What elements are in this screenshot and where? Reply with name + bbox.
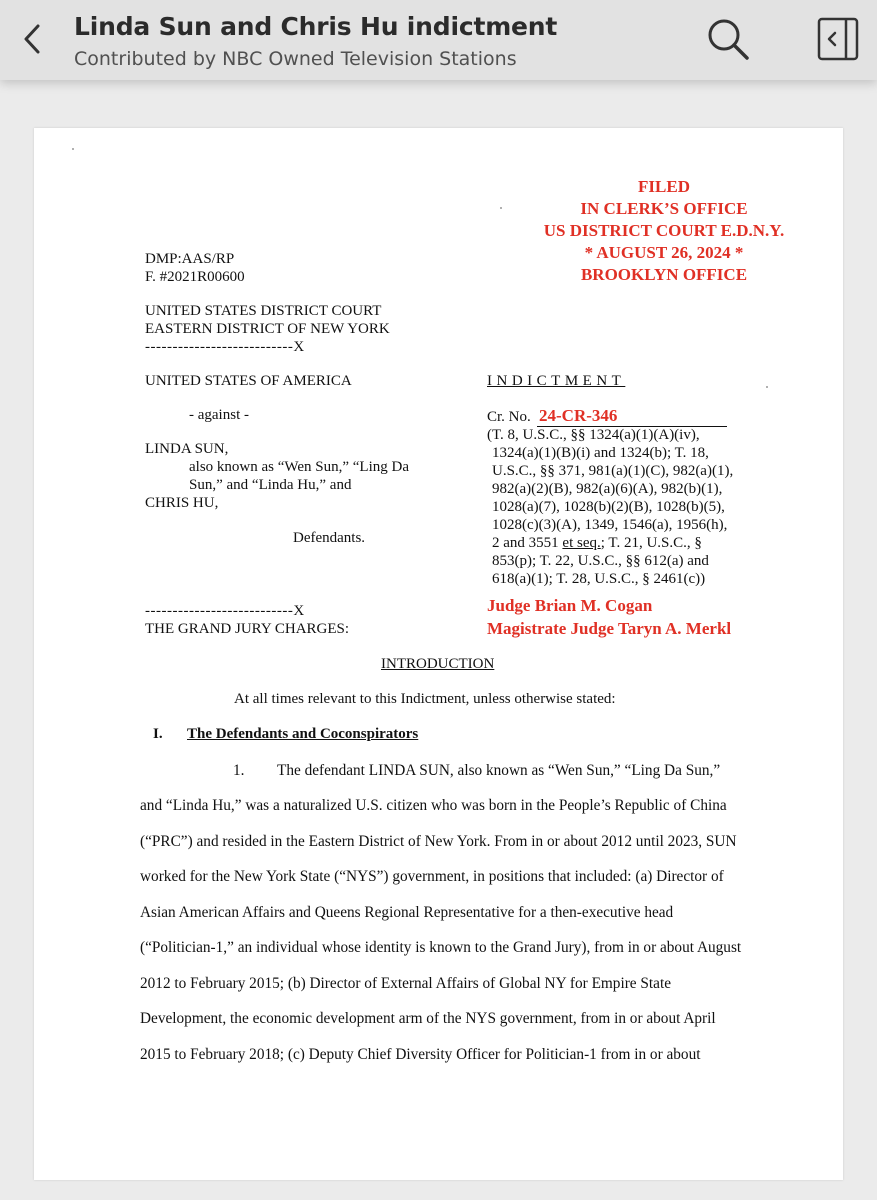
section-number: I.	[153, 726, 163, 742]
statute-text: ; T. 21, U.S.C., §	[600, 535, 702, 551]
paragraph-line: The defendant LINDA SUN, also known as “Wen Sun,” “Ling Da Sun,”	[277, 762, 721, 779]
statute-line: 618(a)(1); T. 28, U.S.C., § 2461(c))	[492, 571, 706, 587]
defendants-label: Defendants.	[293, 530, 366, 546]
back-button[interactable]	[14, 20, 52, 58]
statute-line: 1028(c)(3)(A), 1349, 1546(a), 1956(h),	[492, 517, 728, 533]
statute-text: 2 and 3551	[492, 535, 563, 551]
grand-jury-charges: THE GRAND JURY CHARGES:	[145, 621, 350, 637]
defendant-name: CHRIS HU,	[145, 495, 219, 511]
stamp-line: * AUGUST 26, 2024 *	[584, 243, 744, 262]
assigned-judge: Judge Brian M. Cogan	[487, 596, 653, 615]
document-contributor: Contributed by NBC Owned Television Stations	[74, 48, 517, 70]
toggle-sidebar-button[interactable]	[813, 14, 863, 64]
et-seq: et seq.	[562, 535, 601, 551]
paragraph-line: and “Linda Hu,” was a naturalized U.S. citizen who was born in the People’s Republic of China	[140, 797, 727, 814]
stamp-line: FILED	[638, 177, 690, 196]
statute-line: 853(p); T. 22, U.S.C., §§ 612(a) and	[492, 553, 709, 569]
statute-line: U.S.C., §§ 371, 981(a)(1)(C), 982(a)(1),	[492, 463, 734, 479]
document-page	[34, 128, 843, 1180]
introduction-text: At all times relevant to this Indictment, unless otherwise stated:	[234, 691, 616, 707]
paragraph-line: 2012 to February 2015; (b) Director of External Affairs of Global NY for Empire State	[140, 975, 671, 992]
document-title: Linda Sun and Chris Hu indictment	[74, 12, 558, 41]
scan-speck	[72, 148, 74, 150]
case-number-label: Cr. No.	[487, 409, 531, 425]
stamp-line: IN CLERK’S OFFICE	[580, 199, 748, 218]
app-bar	[0, 0, 877, 80]
search-button[interactable]	[703, 14, 753, 64]
chevron-left-icon	[14, 20, 52, 58]
reference-code: DMP:AAS/RP	[145, 251, 235, 267]
indictment-label: INDICTMENT	[487, 373, 626, 389]
scan-speck	[500, 207, 502, 209]
filed-stamp	[514, 176, 814, 286]
statute-line	[492, 534, 702, 552]
scan-speck	[766, 386, 768, 388]
statute-line: 1028(a)(7), 1028(b)(2)(B), 1028(b)(5),	[492, 499, 725, 515]
sidebar-panel-icon	[813, 14, 863, 64]
alias-line: Sun,” and “Linda Hu,” and	[189, 477, 352, 493]
paragraph-number: 1.	[233, 762, 245, 779]
magistrate-judge: Magistrate Judge Taryn A. Merkl	[487, 619, 732, 638]
search-icon	[703, 14, 753, 64]
caption-divider: ---------------------------X	[145, 339, 305, 355]
section-title: The Defendants and Coconspirators	[187, 726, 419, 742]
paragraph-line: 2015 to February 2018; (c) Deputy Chief Diversity Officer for Politician-1 from in or about	[140, 1046, 701, 1063]
introduction-heading: INTRODUCTION	[381, 656, 495, 672]
plaintiff: UNITED STATES OF AMERICA	[145, 373, 352, 389]
court-district: EASTERN DISTRICT OF NEW YORK	[145, 321, 390, 337]
caption-divider: ---------------------------X	[145, 603, 305, 619]
statute-line: (T. 8, U.S.C., §§ 1324(a)(1)(A)(iv),	[487, 427, 700, 443]
paragraph-line: (“PRC”) and resided in the Eastern District of New York. From in or about 2012 until 2023, SUN	[140, 833, 737, 850]
alias-line: also known as “Wen Sun,” “Ling Da	[189, 459, 409, 475]
court-name: UNITED STATES DISTRICT COURT	[145, 303, 382, 319]
paragraph-line: Development, the economic development arm of the NYS government, from in or about April	[140, 1010, 716, 1027]
defendant-name: LINDA SUN,	[145, 441, 229, 457]
paragraph-line: Asian American Affairs and Queens Regional Representative for a then-executive head	[140, 904, 674, 921]
paragraph-line: worked for the New York State (“NYS”) government, in positions that included: (a) Director of	[140, 868, 724, 885]
stamp-line: BROOKLYN OFFICE	[580, 265, 748, 284]
stamp-line: US DISTRICT COURT E.D.N.Y.	[543, 221, 785, 240]
paragraph-line: (“Politician-1,” an individual whose identity is known to the Grand Jury), from in or about August	[140, 939, 742, 956]
file-number: F. #2021R00600	[145, 269, 245, 285]
case-number: 24-CR-346	[539, 406, 618, 425]
statute-line: 1324(a)(1)(B)(i) and 1324(b); T. 18,	[492, 445, 709, 461]
statute-line: 982(a)(2)(B), 982(a)(6)(A), 982(b)(1),	[492, 481, 723, 497]
against-label: - against -	[189, 407, 249, 423]
